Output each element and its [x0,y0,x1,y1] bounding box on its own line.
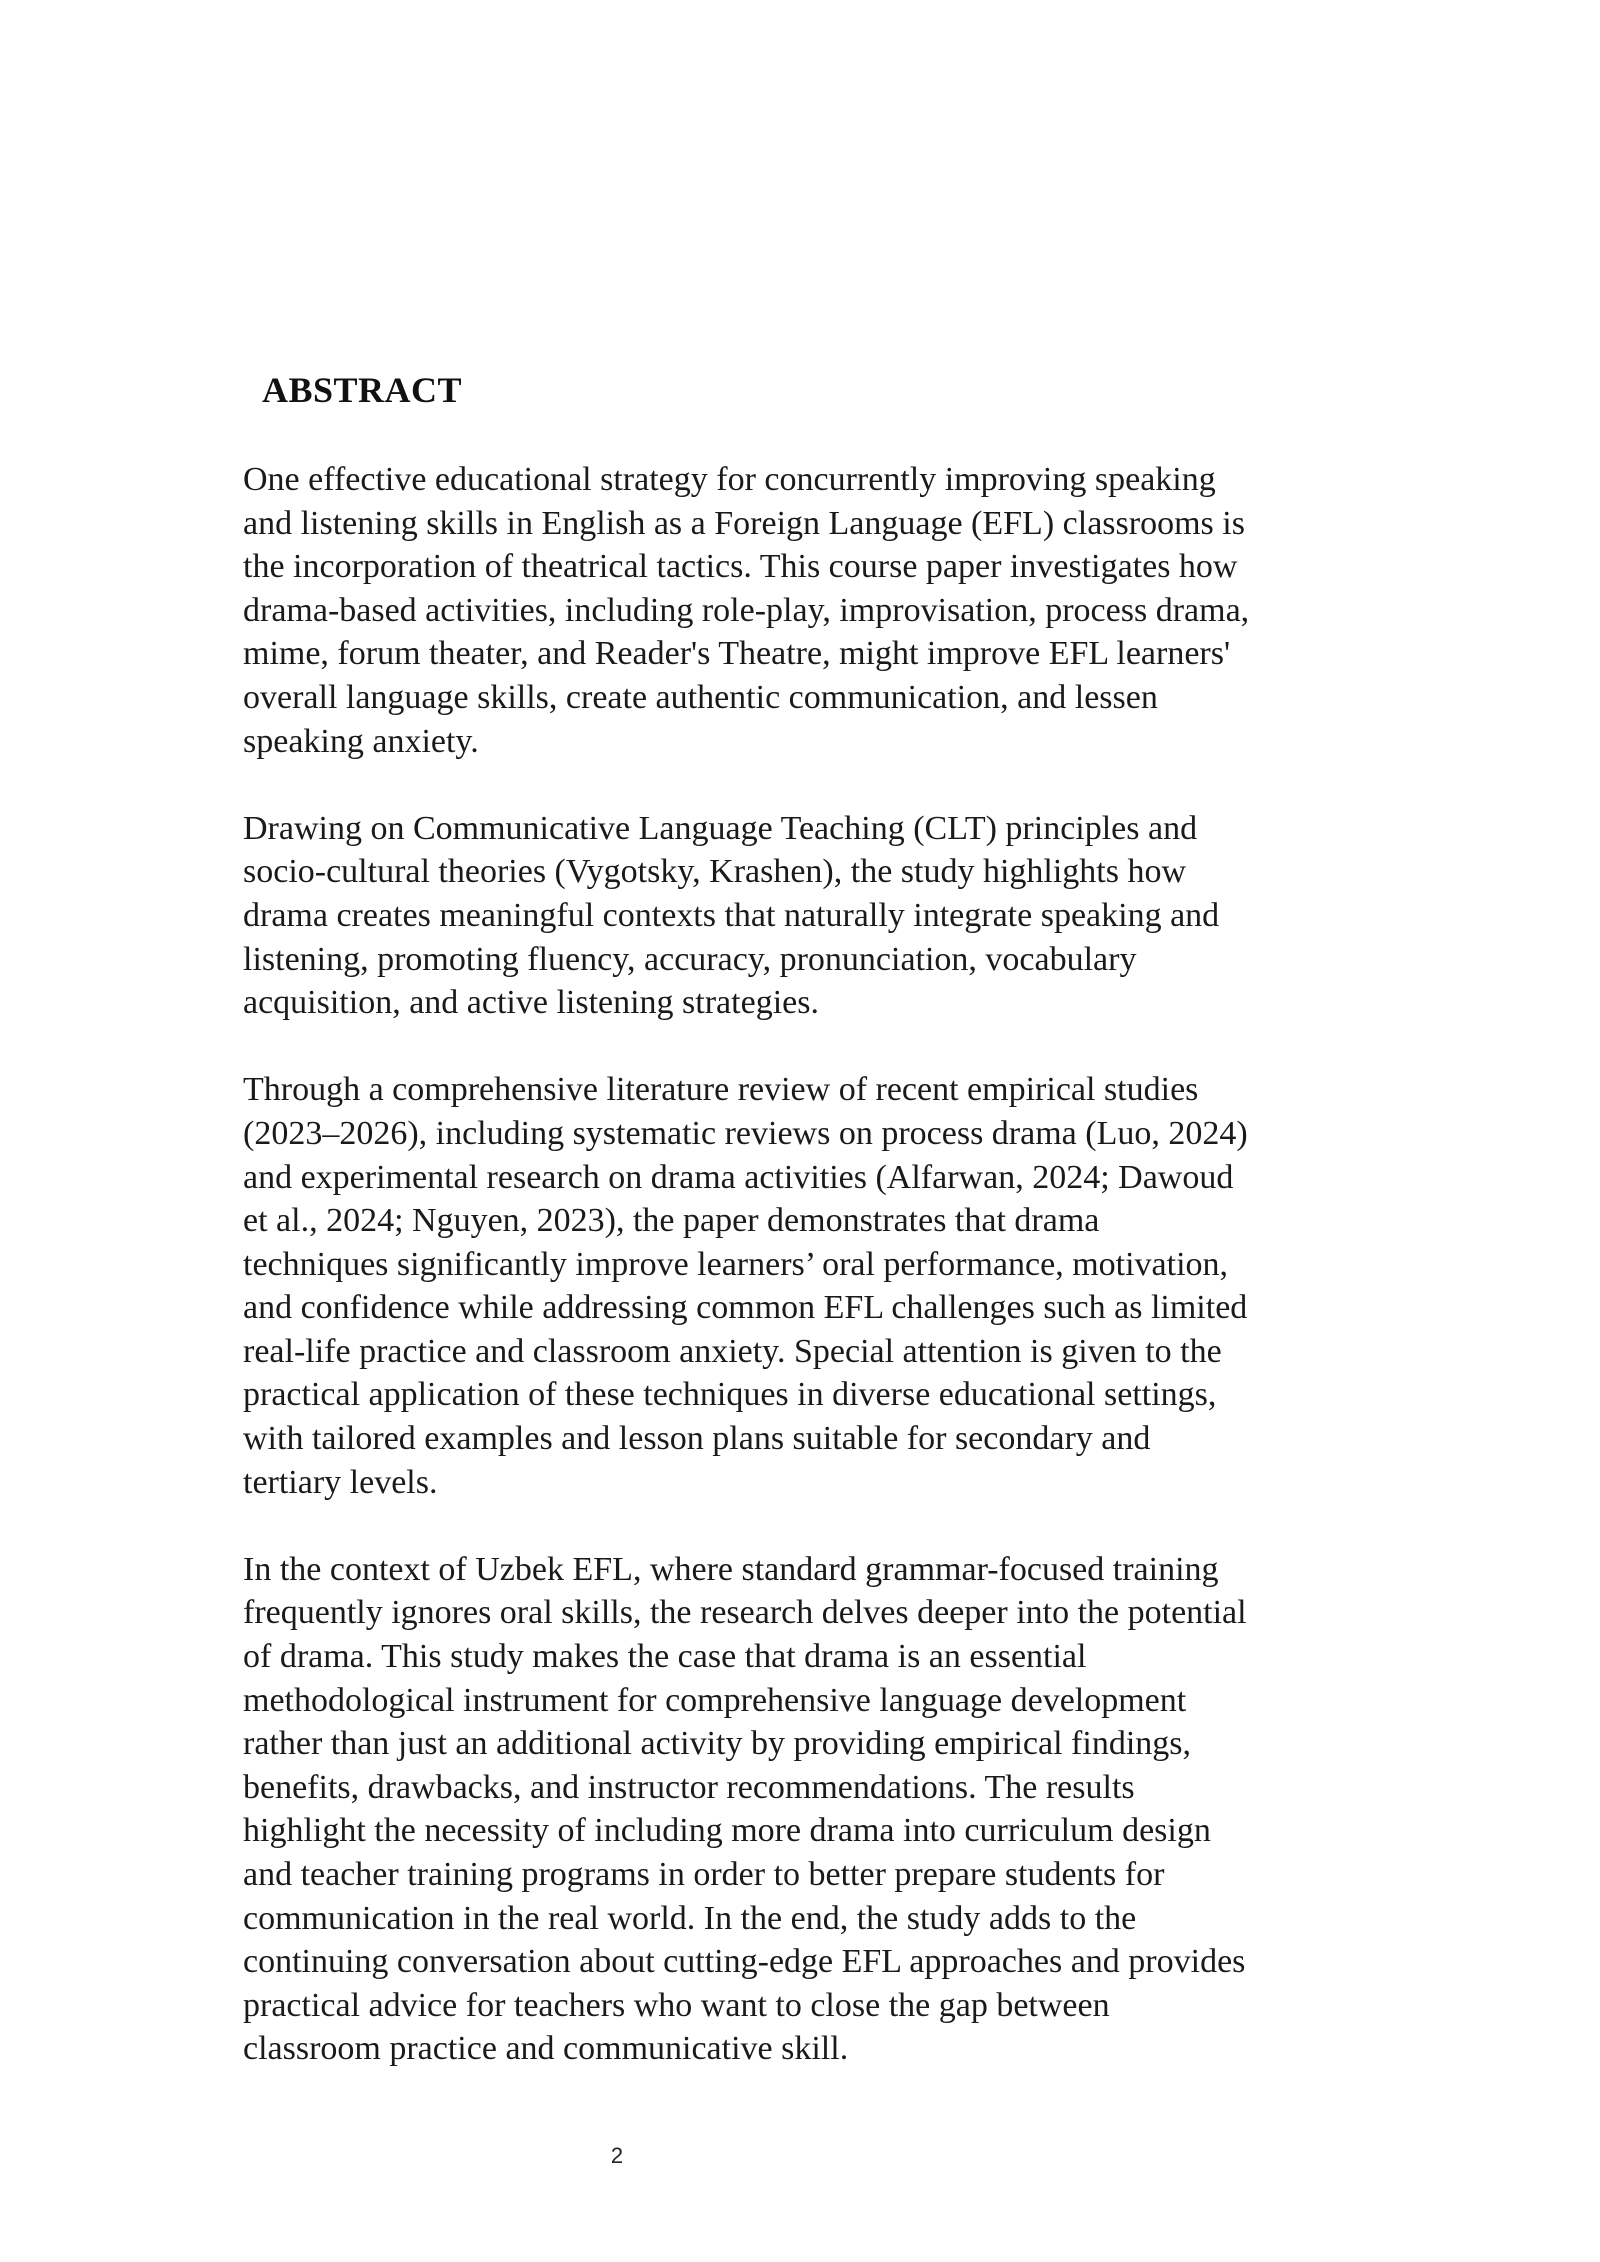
page-number: 2 [610,2143,624,2168]
abstract-heading: ABSTRACT [262,370,463,410]
abstract-paragraph-2: Drawing on Communicative Language Teaching (CLT) principles and socio-cultural theories (Vygotsky, Krashen), the study highlights how drama creates meaningful contexts that naturally integrate speaking and listening, promoting fluency, accuracy, pronunciation, vocabulary acquisition, and active listening strategies. [243,809,1220,1022]
abstract-paragraph-3: Through a comprehensive literature review of recent empirical studies (2023–2026), including systematic reviews on process drama (Luo, 2024) and experimental research on drama activities (Alfarwan, 2024; Dawoud et al., 2024; Nguyen, 2023), the paper demonstrates that drama techniques significantly improve learners’ oral performance, motivation, and confidence while addressing common EFL challenges such as limited real-life practice and classroom anxiety. Special attention is given to the practical application of these techniques in diverse educational settings, with tailored examples and lesson plans suitable for secondary and tertiary levels. [243,1071,1248,1501]
abstract-paragraph-1: One effective educational strategy for concurrently improving speaking and listening skills in English as a Foreign Language (EFL) classrooms is the incorporation of theatrical tactics. This course paper investigates how drama-based activities, including role-play, improvisation, process drama, mime, forum theater, and Reader's Theatre, might improve EFL learners' overall language skills, create authentic communication, and lessen speaking anxiety. [243,461,1250,760]
abstract-paragraph-4: In the context of Uzbek EFL, where standard grammar-focused training frequently ignores oral skills, the research delves deeper into the potential of drama. This study makes the case that drama is an essential methodological instrument for comprehensive language development rather than just an additional activity by providing empirical findings, benefits, drawbacks, and instructor recommendations. The results highlight the necessity of including more drama into curriculum design and teacher training programs in order to better prepare students for communication in the real world. In the end, the study adds to the continuing conversation about cutting-edge EFL approaches and provides practical advice for teachers who want to close the gap between classroom practice and communicative skill. [243,1550,1247,2068]
abstract-body [243,458,1373,2071]
